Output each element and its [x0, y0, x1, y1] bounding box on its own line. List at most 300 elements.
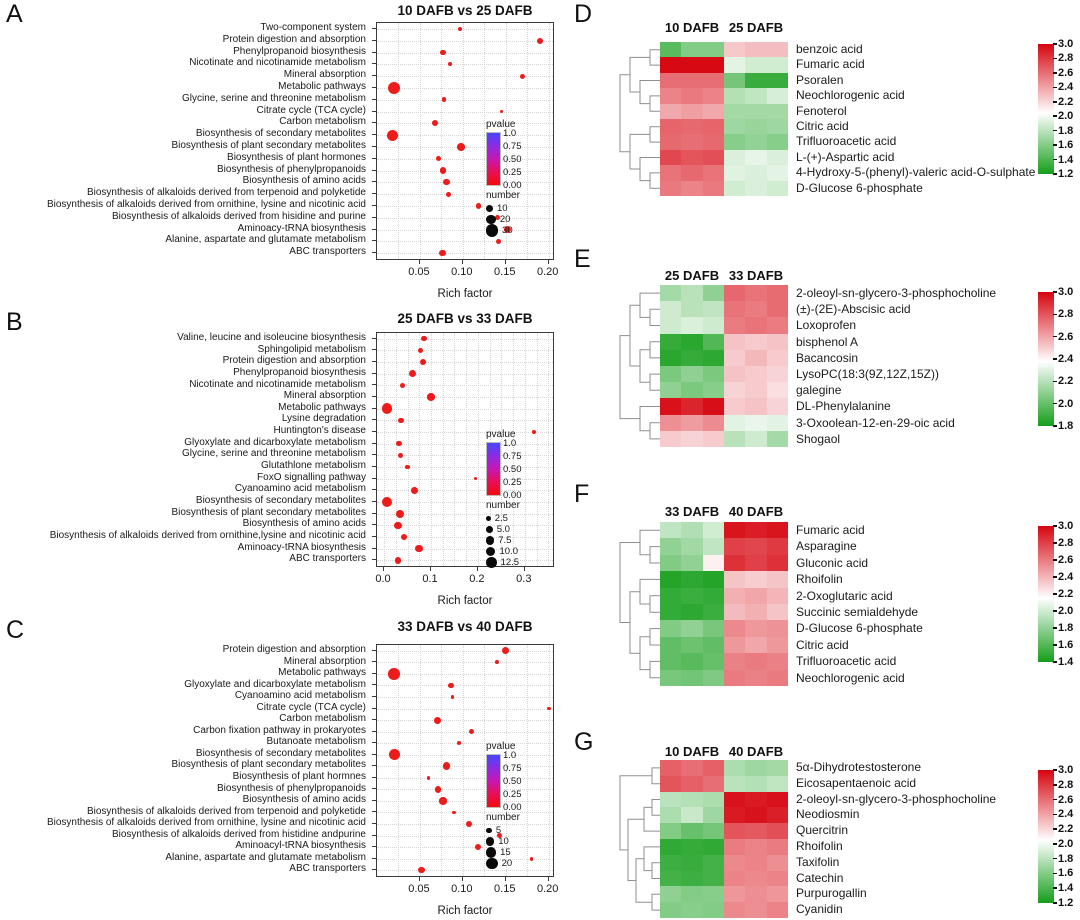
- colorbar-tick: [1053, 589, 1073, 600]
- heatmap-cell: [703, 571, 725, 588]
- panel-letter-G: G: [574, 728, 594, 756]
- gridline: [441, 645, 442, 876]
- legend-number-dot: [486, 837, 494, 845]
- dendrogram-branch: [640, 637, 650, 670]
- colorbar-tick-mark: [1053, 627, 1057, 629]
- bubble-point: [448, 683, 454, 689]
- heatmap-cell: [767, 150, 789, 166]
- colorbar-tick: [1053, 331, 1073, 342]
- heatmap-cell: [724, 150, 746, 166]
- heatmap-cell: [703, 670, 725, 687]
- legend-number-dot: [486, 516, 491, 521]
- pathway-label: Aminoacy-tRNA biosynthesis: [237, 541, 366, 553]
- colorbar-tick-mark: [1053, 610, 1057, 612]
- gridline: [441, 23, 442, 259]
- bubble-point: [496, 239, 501, 244]
- heatmap-cell: [767, 334, 789, 351]
- heatmap-cell: [703, 760, 725, 776]
- y-tick-mark: [372, 146, 376, 147]
- panel-D-dendrogram: [615, 42, 660, 196]
- y-tick-mark: [372, 536, 376, 537]
- heatmap-cell: [681, 350, 703, 367]
- pathway-label: Biosynthesis of amino acids: [242, 794, 366, 806]
- x-tick-mark: [548, 877, 549, 881]
- heatmap-cell: [767, 902, 789, 918]
- metabolite-label: L-(+)-Aspartic acid: [796, 149, 895, 164]
- colorbar-tick-label: 2.2: [1058, 588, 1074, 600]
- pathway-label: Carbon fixation pathway in prokaryotes: [193, 724, 366, 736]
- y-tick-mark: [372, 229, 376, 230]
- y-tick-mark: [372, 777, 376, 778]
- y-tick-mark: [372, 478, 376, 479]
- y-tick-mark: [372, 524, 376, 525]
- heatmap-cell: [681, 134, 703, 150]
- colorbar-tick: [1053, 809, 1073, 820]
- metabolite-label: 3-Oxoolean-12-en-29-oic acid: [796, 415, 955, 430]
- heatmap-cell: [724, 620, 746, 637]
- gridline: [419, 333, 420, 566]
- colorbar-tick: [1053, 82, 1073, 93]
- pathway-label: Citrate cycle (TCA cycle): [256, 701, 366, 713]
- colorbar-tick-label: 2.0: [1058, 605, 1074, 617]
- y-tick-mark: [372, 75, 376, 76]
- heatmap-cell: [660, 134, 682, 150]
- heatmap-cell: [660, 776, 682, 792]
- heatmap-cell: [660, 839, 682, 855]
- y-tick-mark: [372, 28, 376, 29]
- colorbar-tick-label: 2.6: [1058, 793, 1074, 806]
- colorbar-tick: [1053, 794, 1073, 805]
- heatmap-cell: [745, 73, 767, 89]
- heatmap-cell: [703, 366, 725, 383]
- colorbar-tick-mark: [1053, 291, 1057, 293]
- bubble-point: [469, 729, 474, 734]
- dendrogram-branch: [630, 305, 640, 366]
- heatmap-cell: [767, 165, 789, 181]
- heatmap-cell: [703, 871, 725, 887]
- colorbar-tick: [1053, 572, 1073, 583]
- metabolite-label: Citric acid: [796, 118, 849, 133]
- heatmap-cell: [767, 555, 789, 572]
- heatmap-cell: [767, 855, 789, 871]
- heatmap-cell: [681, 165, 703, 181]
- heatmap-cell: [745, 165, 767, 181]
- heatmap-cell: [724, 807, 746, 823]
- x-tick-label: 0.3: [516, 573, 532, 585]
- heatmap-cell: [745, 285, 767, 302]
- panel-A-category-labels: [0, 22, 371, 258]
- heatmap-cell: [660, 350, 682, 367]
- heatmap-cell: [703, 57, 725, 73]
- x-tick-mark: [505, 260, 506, 264]
- panel-E-colorbar: [1038, 292, 1054, 426]
- colorbar-tick: [1053, 169, 1073, 180]
- heatmap-cell: [660, 415, 682, 432]
- heatmap-cell: [745, 807, 767, 823]
- y-tick-mark: [372, 811, 376, 812]
- colorbar-tick-label: 3.0: [1058, 38, 1074, 50]
- legend-number-entry: [484, 825, 550, 836]
- colorbar-tick: [1053, 287, 1073, 298]
- bubble-point: [434, 717, 441, 724]
- heatmap-cell: [724, 555, 746, 572]
- panel-E-heatmap: [660, 285, 788, 447]
- y-tick-mark: [372, 443, 376, 444]
- dendrogram-branch: [650, 661, 660, 677]
- pathway-label: Carbon metabolism: [279, 116, 366, 128]
- gridline: [377, 409, 553, 410]
- heatmap-cell: [703, 104, 725, 120]
- y-tick-mark: [372, 559, 376, 560]
- y-tick-mark: [372, 181, 376, 182]
- bubble-point: [476, 203, 481, 208]
- heatmap-cell: [724, 119, 746, 135]
- metabolite-label: Fumaric acid: [796, 57, 865, 72]
- colorbar-tick-mark: [1053, 593, 1057, 595]
- heatmap-cell: [681, 334, 703, 351]
- panel-E-column-1: 25 DAFB: [664, 268, 720, 283]
- y-tick-mark: [372, 373, 376, 374]
- colorbar-tick-label: 1.2: [1058, 897, 1074, 909]
- heatmap-cell: [745, 571, 767, 588]
- metabolite-label: Eicosapentaenoic acid: [796, 775, 917, 790]
- colorbar-tick-mark: [1053, 159, 1057, 161]
- gridline: [396, 333, 397, 566]
- metabolite-label: Bacancosin: [796, 350, 859, 365]
- y-tick-mark: [372, 349, 376, 350]
- metabolite-label: Quercitrin: [796, 823, 849, 838]
- heatmap-cell: [767, 134, 789, 150]
- colorbar-tick-label: 2.6: [1058, 554, 1074, 566]
- heatmap-cell: [745, 398, 767, 415]
- heatmap-cell: [681, 398, 703, 415]
- panel-B-x-axis-label: Rich factor: [437, 595, 493, 607]
- pathway-label: Biosynthesis of amino acids: [242, 518, 366, 530]
- heatmap-cell: [724, 134, 746, 150]
- colorbar-tick: [1053, 824, 1073, 835]
- heatmap-cell: [681, 839, 703, 855]
- y-tick-mark: [372, 396, 376, 397]
- metabolite-label: LysoPC(18:3(9Z,12Z,15Z)): [796, 366, 939, 381]
- dendrogram-branch: [650, 309, 660, 325]
- heatmap-cell: [767, 588, 789, 605]
- bubble-point: [547, 707, 551, 711]
- bubble-point: [520, 74, 525, 79]
- y-tick-mark: [372, 454, 376, 455]
- panel-F-row-labels: [796, 522, 1078, 686]
- legend-number-label: 5.0: [496, 524, 510, 535]
- pathway-label: Biosynthesis of plant hormones: [227, 151, 366, 163]
- bubble-point: [439, 250, 446, 257]
- heatmap-cell: [681, 776, 703, 792]
- heatmap-cell: [703, 653, 725, 670]
- pathway-label: Biosynthesis of alkaloids derived from terpenoid and polyketide: [86, 805, 366, 817]
- x-tick-mark: [548, 260, 549, 264]
- heatmap-cell: [745, 350, 767, 367]
- bubble-point: [537, 38, 543, 44]
- pathway-label: ABC transporters: [289, 246, 366, 258]
- gridline: [420, 645, 421, 876]
- heatmap-cell: [681, 285, 703, 302]
- colorbar-tick-mark: [1053, 828, 1057, 830]
- metabolite-label: 2-Oxoglutaric acid: [796, 588, 893, 603]
- heatmap-cell: [703, 382, 725, 399]
- panel-C-title: 33 DAFB vs 40 DAFB: [397, 619, 533, 634]
- plot-legend: [484, 119, 550, 236]
- heatmap-cell: [660, 522, 682, 539]
- colorbar-tick: [1053, 555, 1073, 566]
- heatmap-cell: [681, 382, 703, 399]
- bubble-point: [451, 695, 455, 699]
- heatmap-cell: [745, 134, 767, 150]
- pathway-label: Protein digestion and absorption: [222, 33, 366, 45]
- metabolite-label: Neodiosmin: [796, 807, 860, 822]
- y-tick-mark: [372, 466, 376, 467]
- y-tick-mark: [372, 696, 376, 697]
- legend-number-entry: [484, 546, 550, 557]
- metabolite-label: Trifluoroacetic acid: [796, 134, 897, 149]
- colorbar-tick-mark: [1053, 902, 1057, 904]
- heatmap-cell: [703, 637, 725, 654]
- panel-G-column-headers: [660, 744, 788, 759]
- pvalue-gradient-bar: [486, 442, 501, 496]
- heatmap-cell: [724, 571, 746, 588]
- gridline: [443, 333, 444, 566]
- panel-E-column-2: 33 DAFB: [728, 268, 784, 283]
- bubble-point: [420, 359, 427, 366]
- bubble-point: [440, 167, 446, 173]
- colorbar-tick: [1053, 96, 1073, 107]
- metabolite-label: D-Glucose 6-phosphate: [796, 621, 923, 636]
- heatmap-cell: [703, 119, 725, 135]
- metabolite-label: galegine: [796, 383, 842, 398]
- heatmap-cell: [767, 317, 789, 334]
- y-tick-mark: [372, 431, 376, 432]
- pathway-label: Biosynthesis of secondary metabolites: [195, 494, 366, 506]
- heatmap-cell: [767, 886, 789, 902]
- legend-number-label: 10.0: [499, 546, 518, 557]
- heatmap-cell: [745, 88, 767, 104]
- heatmap-cell: [703, 150, 725, 166]
- pathway-label: Biosynthesis of alkaloids derived from ornithine, lysine and nicotinic acid: [46, 198, 366, 210]
- y-tick-mark: [372, 361, 376, 362]
- y-tick-mark: [372, 217, 376, 218]
- pvalue-gradient-bar: [486, 754, 501, 808]
- dendrogram-branch: [652, 768, 660, 784]
- heatmap-cell: [660, 637, 682, 654]
- colorbar-tick: [1053, 53, 1073, 64]
- dendrogram-branch: [650, 423, 660, 439]
- legend-number-label: 5: [495, 825, 502, 836]
- panel-A-x-axis-label: Rich factor: [437, 288, 493, 300]
- gridline: [466, 333, 467, 566]
- heatmap-cell: [767, 398, 789, 415]
- heatmap-cell: [745, 104, 767, 120]
- y-tick-mark: [372, 193, 376, 194]
- legend-number-entry: [484, 858, 550, 869]
- dendrogram-branch: [640, 350, 650, 382]
- heatmap-cell: [724, 317, 746, 334]
- pathway-label: Biosynthesis of plant hormnes: [232, 771, 366, 783]
- heatmap-cell: [681, 823, 703, 839]
- bubble-point: [495, 660, 499, 664]
- pathway-label: Biosynthesis of secondary metabolites: [195, 747, 366, 759]
- y-tick-mark: [372, 205, 376, 206]
- colorbar-tick: [1053, 853, 1073, 864]
- colorbar-tick-label: 2.8: [1058, 778, 1074, 791]
- metabolite-label: D-Glucose 6-phosphate: [796, 180, 923, 195]
- colorbar-tick-label: 2.4: [1058, 571, 1074, 583]
- colorbar-tick: [1053, 421, 1073, 432]
- pathway-label: Biosynthesis of alkaloids derived from terpenoid and polyketide: [86, 187, 366, 199]
- pathway-label: Butanoate metabolism: [266, 736, 366, 748]
- bubble-point: [443, 762, 451, 770]
- colorbar-tick: [1053, 140, 1073, 151]
- heatmap-cell: [767, 839, 789, 855]
- heatmap-cell: [660, 823, 682, 839]
- pvalue-tick-label: 1.0: [503, 438, 517, 449]
- pathway-label: Carbon metabolism: [279, 713, 366, 725]
- pathway-label: Glyoxylate and dicarboxylate metabolism: [184, 436, 366, 448]
- metabolite-label: Psoralen: [796, 72, 844, 87]
- heatmap-cell: [724, 839, 746, 855]
- dendrogram-branch: [650, 374, 660, 390]
- x-tick-mark: [477, 567, 478, 571]
- pvalue-tick-label: 0.50: [503, 464, 522, 475]
- pathway-label: Phenylpropanoid biosynthesis: [233, 45, 366, 57]
- legend-pvalue-title: pvalue: [486, 119, 516, 130]
- bubble-point: [421, 336, 426, 341]
- heatmap-cell: [660, 653, 682, 670]
- colorbar-tick-label: 1.2: [1058, 168, 1074, 180]
- gridline: [384, 333, 385, 566]
- colorbar-tick-label: 2.6: [1058, 330, 1074, 343]
- heatmap-cell: [767, 350, 789, 367]
- heatmap-cell: [724, 538, 746, 555]
- pathway-label: Cyanoamino acid metabolism: [234, 483, 366, 495]
- legend-number-label: 12.5: [500, 557, 520, 568]
- panel-F-column-2: 40 DAFB: [728, 504, 784, 519]
- heatmap-cell: [660, 150, 682, 166]
- metabolite-label: Loxoprofen: [796, 318, 857, 333]
- heatmap-cell: [745, 902, 767, 918]
- colorbar-tick-label: 2.0: [1058, 397, 1074, 410]
- y-tick-mark: [372, 252, 376, 253]
- pathway-label: Biosynthesis of alkaloids derived from ornithine, lysine and nicotinic acid: [46, 817, 366, 829]
- heatmap-cell: [724, 637, 746, 654]
- heatmap-cell: [660, 334, 682, 351]
- y-tick-mark: [372, 731, 376, 732]
- colorbar-tick-mark: [1053, 115, 1057, 117]
- legend-number-label: 20: [499, 214, 511, 225]
- colorbar-tick-label: 2.0: [1058, 837, 1074, 850]
- heatmap-cell: [745, 871, 767, 887]
- y-tick-mark: [372, 134, 376, 135]
- heatmap-cell: [681, 181, 703, 197]
- heatmap-cell: [681, 588, 703, 605]
- pathway-label: Valine, leucine and isoleucine biosynthesis: [177, 332, 366, 343]
- pathway-label: Biosynthesis of amino acids: [242, 175, 366, 187]
- heatmap-cell: [681, 855, 703, 871]
- heatmap-cell: [681, 104, 703, 120]
- heatmap-cell: [703, 301, 725, 318]
- dendrogram-branch: [652, 863, 660, 879]
- pathway-label: Protein digestion and absorption: [222, 644, 366, 655]
- metabolite-label: Neochlorogenic acid: [796, 670, 905, 685]
- colorbar-tick-mark: [1053, 661, 1057, 663]
- pathway-label: Lysine degradation: [281, 413, 366, 425]
- pathway-label: Metabolic pathways: [278, 80, 366, 92]
- colorbar-tick-mark: [1053, 381, 1057, 383]
- bubble-point: [415, 545, 423, 553]
- legend-number-dot: [486, 526, 493, 533]
- heatmap-cell: [767, 604, 789, 621]
- pathway-label: Cyanoamino acid metabolism: [234, 690, 366, 702]
- bubble-point: [405, 465, 410, 470]
- pathway-label: Phenylpropanoid biosynthesis: [233, 366, 366, 378]
- pathway-label: Aminoacyl-tRNA biosynthesis: [235, 840, 366, 852]
- bubble-point: [382, 497, 392, 507]
- colorbar-tick-label: 1.6: [1058, 867, 1074, 880]
- heatmap-cell: [767, 382, 789, 399]
- plot-legend: [484, 429, 550, 568]
- heatmap-cell: [767, 760, 789, 776]
- heatmap-cell: [767, 823, 789, 839]
- heatmap-cell: [724, 776, 746, 792]
- x-tick-mark: [430, 567, 431, 571]
- legend-number-dot: [486, 205, 493, 212]
- y-tick-mark: [372, 858, 376, 859]
- heatmap-cell: [703, 902, 725, 918]
- heatmap-cell: [745, 604, 767, 621]
- gridline: [463, 645, 464, 876]
- heatmap-cell: [660, 382, 682, 399]
- pathway-label: Nicotinate and nicotinamide metabolism: [189, 57, 366, 69]
- heatmap-cell: [703, 823, 725, 839]
- legend-pvalue-scale: [486, 438, 550, 501]
- pvalue-tick-label: 0.25: [503, 789, 522, 800]
- heatmap-cell: [703, 415, 725, 432]
- bubble-point: [401, 534, 407, 540]
- heatmap-cell: [660, 119, 682, 135]
- colorbar-tick-label: 2.2: [1058, 375, 1074, 388]
- colorbar-tick: [1053, 376, 1073, 387]
- y-tick-mark: [372, 673, 376, 674]
- legend-number-label: 10: [498, 836, 509, 847]
- colorbar-tick-label: 2.0: [1058, 110, 1074, 123]
- heatmap-cell: [745, 538, 767, 555]
- colorbar-tick-label: 2.4: [1058, 353, 1074, 365]
- y-tick-mark: [372, 869, 376, 870]
- panel-C-category-labels: [0, 644, 371, 875]
- bubble-point: [389, 749, 400, 760]
- heatmap-cell: [660, 902, 682, 918]
- colorbar-tick: [1053, 898, 1073, 909]
- panel-E-dendrogram: [615, 285, 660, 447]
- dendrogram-branch: [630, 592, 640, 654]
- colorbar-tick-label: 1.8: [1058, 852, 1074, 865]
- colorbar-tick-mark: [1053, 858, 1057, 860]
- bubble-point: [439, 797, 446, 804]
- heatmap-cell: [681, 415, 703, 432]
- heatmap-cell: [767, 538, 789, 555]
- colorbar-tick-label: 2.4: [1058, 808, 1074, 821]
- panel-A: [0, 0, 560, 304]
- colorbar-tick: [1053, 39, 1073, 50]
- heatmap-cell: [724, 382, 746, 399]
- legend-number-dot: [486, 858, 498, 870]
- x-tick-label: 0.20: [536, 883, 559, 895]
